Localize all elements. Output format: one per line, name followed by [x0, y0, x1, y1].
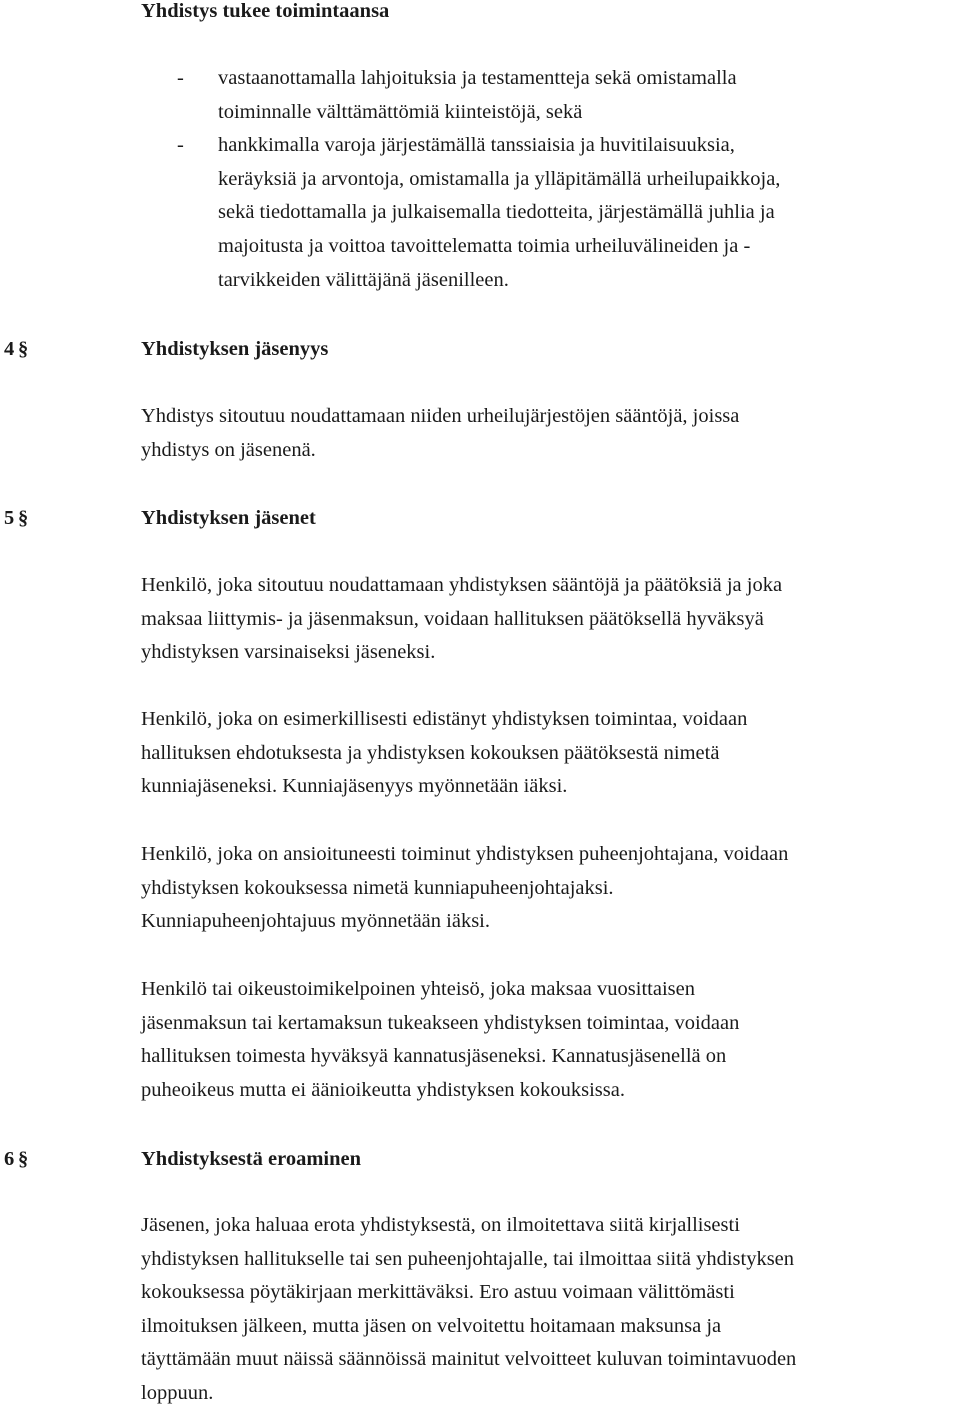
section-paragraph: [141, 973, 956, 1107]
section-symbol: §: [18, 338, 29, 360]
list-line: sekä tiedottamalla ja julkaisemalla tiedotteita, järjestämällä juhlia ja: [218, 201, 775, 224]
intro-title: Yhdistys tukee toimintaansa: [141, 0, 390, 22]
section-paragraph: [141, 569, 956, 670]
section-title: Yhdistyksestä eroaminen: [141, 1148, 362, 1170]
section-paragraph: [141, 838, 956, 939]
list-line: vastaanottamalla lahjoituksia ja testamentteja sekä omistamalla: [218, 67, 737, 89]
paragraph-line: kunniajäseneksi. Kunniajäsenyys myönnetään iäksi.: [141, 775, 568, 798]
paragraph-line: jäsenmaksun tai kertamaksun tukeakseen yhdistyksen toimintaa, voidaan: [141, 1011, 740, 1034]
section-heading: [0, 502, 960, 536]
paragraph-line: yhdistys on jäsenenä.: [141, 438, 316, 461]
list-dash: -: [177, 134, 184, 157]
paragraph-line: täyttämään muut näissä säännöissä mainitut velvoitteet kuluvan toimintavuoden: [141, 1348, 797, 1371]
list-dash: -: [177, 67, 184, 89]
section-symbol: §: [18, 507, 29, 529]
section-symbol: §: [18, 1148, 29, 1170]
intro-heading: [141, 0, 956, 29]
paragraph-line: Henkilö, joka on esimerkillisesti edistänyt yhdistyksen toimintaa, voidaan: [141, 708, 748, 730]
paragraph-line: Henkilö, joka sitoutuu noudattamaan yhdistyksen sääntöjä ja päätöksiä ja joka: [141, 574, 783, 596]
paragraph-line: Henkilö tai oikeustoimikelpoinen yhteisö, joka maksaa vuosittaisen: [141, 978, 695, 1000]
paragraph-line: yhdistyksen varsinaiseksi jäseneksi.: [141, 641, 436, 664]
paragraph-line: Kunniapuheenjohtajuus myönnetään iäksi.: [141, 910, 490, 933]
list-line: majoitusta ja voittoa tavoittelematta toimia urheiluvälineiden ja -: [218, 234, 751, 257]
paragraph-line: hallituksen toimesta hyväksyä kannatusjäseneksi. Kannatusjäsenellä on: [141, 1045, 727, 1068]
paragraph-line: maksaa liittymis- ja jäsenmaksun, voidaan hallituksen päätöksellä hyväksyä: [141, 607, 764, 630]
section-heading: [0, 1143, 960, 1177]
paragraph-line: loppuun.: [141, 1381, 214, 1404]
paragraph-line: kokouksessa pöytäkirjaan merkittäväksi. Ero astuu voimaan välittömästi: [141, 1281, 735, 1304]
paragraph-line: hallituksen ehdotuksesta ja yhdistyksen kokouksen päätöksestä nimetä: [141, 741, 720, 764]
paragraph-line: Yhdistys sitoutuu noudattamaan niiden urheilujärjestöjen sääntöjä, joissa: [141, 405, 740, 427]
section-paragraph: [141, 1209, 956, 1411]
list-line: tarvikkeiden välittäjänä jäsenilleen.: [218, 268, 509, 291]
paragraph-line: Henkilö, joka on ansioituneesti toiminut yhdistyksen puheenjohtajana, voidaan: [141, 843, 789, 865]
list-line: hankkimalla varoja järjestämällä tanssiaisia ja huvitilaisuuksia,: [218, 134, 735, 157]
list-item: [177, 129, 957, 297]
list-line: keräyksiä ja arvontoja, omistamalla ja ylläpitämällä urheilupaikkoja,: [218, 167, 781, 190]
list-item: [177, 62, 957, 129]
paragraph-line: ilmoituksen jälkeen, mutta jäsen on velvoitettu hoitamaan maksunsa ja: [141, 1314, 722, 1337]
list-line: toiminnalle välttämättömiä kiinteistöjä, sekä: [218, 100, 583, 123]
paragraph-line: yhdistyksen kokouksessa nimetä kunniapuheenjohtajaksi.: [141, 876, 614, 899]
section-number: 5: [4, 507, 15, 529]
section-heading: [0, 333, 960, 367]
section-paragraph: [141, 703, 956, 804]
paragraph-line: puheoikeus mutta ei äänioikeutta yhdistyksen kokouksissa.: [141, 1078, 625, 1101]
section-number: 6: [4, 1148, 15, 1170]
section-title: Yhdistyksen jäsenyys: [141, 338, 329, 360]
paragraph-line: yhdistyksen hallitukselle tai sen puheenjohtajalle, tai ilmoittaa siitä yhdistyksen: [141, 1247, 795, 1270]
section-paragraph: [141, 400, 956, 467]
section-number: 4: [4, 338, 15, 360]
section-title: Yhdistyksen jäsenet: [141, 507, 316, 529]
intro-list: [177, 62, 957, 297]
paragraph-line: Jäsenen, joka haluaa erota yhdistyksestä, on ilmoitettava siitä kirjallisesti: [141, 1214, 740, 1236]
